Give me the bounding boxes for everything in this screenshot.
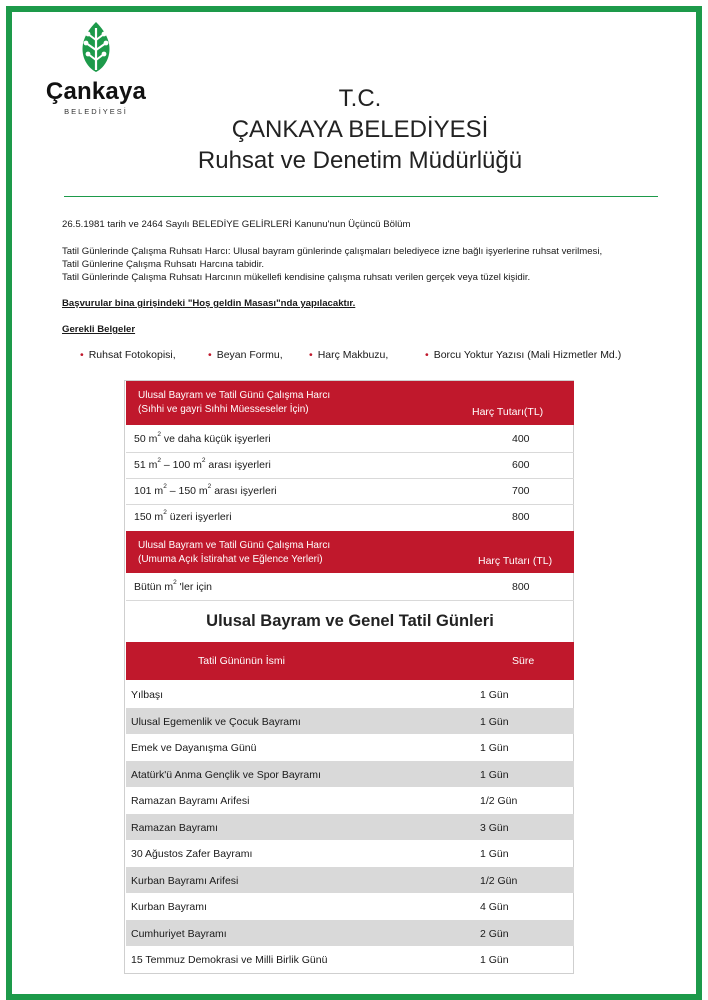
intro-paragraph-3: Tatil Günlerinde Çalışma Ruhsatı Harcının mükellefi kendisine çalışma ruhsatı verilen gerçek veya tüzel kişidir.	[62, 272, 531, 283]
holiday-duration: 1 Gün	[480, 848, 509, 860]
holiday-name: 15 Temmuz Demokrasi ve Milli Birlik Günü	[131, 954, 328, 966]
holiday-duration: 1 Gün	[480, 768, 509, 781]
table-row	[126, 681, 574, 708]
holiday-duration: 1 Gün	[480, 715, 509, 728]
law-reference: 26.5.1981 tarih ve 2464 Sayılı BELEDİYE GELİRLERİ Kanunu'nun Üçüncü Bölüm	[62, 219, 411, 230]
holiday-name: Cumhuriyet Bayramı	[131, 927, 227, 940]
table-row	[126, 893, 574, 920]
table-row	[126, 787, 574, 814]
holiday-duration: 3 Gün	[480, 821, 509, 834]
intro-paragraph-1: Tatil Günlerinde Çalışma Ruhsatı Harcı: Ulusal bayram günlerinde çalışmaları belediyece izne bağlı işyerlerine ruhsat verilmesi,	[62, 246, 603, 257]
table-row: 101 $m^2 - 150$ $m^2$ arası işyerleri 700	[126, 478, 574, 505]
fee-table-1-title-1: Ulusal Bayram ve Tatil Günü Çalışma Harcı	[138, 390, 331, 401]
cankaya-logo	[44, 20, 148, 120]
holiday-duration: 4 Gün	[480, 901, 509, 913]
holiday-name: Yılbaşı	[131, 689, 164, 701]
list-item: • Harç Makbuzu,	[309, 349, 389, 361]
fee-table-2-title-1: Ulusal Bayram ve Tatil Günü Çalışma Harcı	[138, 540, 331, 551]
fee-table-1-title-2: (Sıhhi ve gayri Sıhhi Müesseseler İçin)	[138, 404, 309, 415]
leaf-logo-icon	[76, 20, 116, 76]
table-row: 51 $m^2 - 100$ $m^2$ arası işyerleri 600	[126, 452, 574, 479]
list-item: • Beyan Formu,	[208, 349, 283, 361]
table-row	[126, 708, 574, 735]
list-item: • Ruhsat Fotokopisi,	[80, 349, 176, 361]
fee-table-1-amount-header: Harç Tutarı(TL)	[472, 406, 544, 418]
holiday-name: Ramazan Bayramı	[131, 821, 218, 834]
logo-subtitle: BELEDİYESİ	[64, 107, 128, 116]
applications-note: Başvurular bina girişindeki "Hoş geldin Masası"nda yapılacaktır.	[62, 298, 356, 309]
holiday-duration: 1/2 Gün	[480, 874, 518, 887]
table-row	[126, 761, 574, 788]
list-item: • Borcu Yoktur Yazısı (Mali Hizmetler Md.)	[425, 349, 622, 361]
required-docs-title: Gerekli Belgeler	[62, 324, 136, 335]
fee-table-2-title-2: (Umuma Açık İstirahat ve Eğlence Yerleri)	[138, 554, 323, 565]
holiday-name: Ramazan Bayramı Arifesi	[131, 795, 250, 807]
holiday-name: 30 Ağustos Zafer Bayramı	[131, 848, 253, 860]
header-line-3: Ruhsat ve Denetim Müdürlüğü	[197, 147, 523, 174]
table-row: 150 $m^2$ üzeri işyerleri 800	[134, 509, 530, 523]
fee-table-1-header	[126, 381, 574, 425]
holidays-col-name: Tatil Gününün İsmi	[198, 655, 285, 667]
holiday-name: Emek ve Dayanışma Günü	[131, 742, 257, 754]
header-line-1: T.C.	[338, 85, 382, 112]
fee-table-2-header	[126, 531, 574, 573]
holiday-duration: 2 Gün	[480, 927, 509, 940]
table-row: 50 $m^2$ ve daha küçük işyerleri 400	[126, 426, 574, 453]
table-row	[126, 814, 574, 841]
intro-paragraph-2: Tatil Günlerine Çalışma Ruhsatı Harcına tabidir.	[62, 259, 265, 270]
table-row	[126, 946, 574, 973]
table-row	[126, 840, 574, 867]
table-row	[126, 920, 574, 947]
holiday-name: Ulusal Egemenlik ve Çocuk Bayramı	[131, 715, 301, 728]
header-line-2: ÇANKAYA BELEDİYESİ	[231, 116, 489, 143]
holiday-name: Kurban Bayramı	[131, 901, 207, 913]
table-row: Bütün $m^2$ 'ler için 800	[126, 574, 574, 601]
holiday-duration: 1 Gün	[480, 954, 509, 966]
table-row	[126, 867, 574, 894]
holidays-col-duration: Süre	[512, 655, 535, 667]
holiday-duration: 1/2 Gün	[480, 795, 518, 807]
holidays-title: Ulusal Bayram ve Genel Tatil Günleri	[206, 612, 494, 630]
logo-name: Çankaya	[45, 78, 147, 105]
holiday-duration: 1 Gün	[480, 742, 509, 754]
table-row	[126, 734, 574, 761]
fee-table-2-amount-header: Harç Tutarı (TL)	[478, 555, 553, 567]
holiday-name: Atatürk'ü Anma Gençlik ve Spor Bayramı	[131, 768, 321, 781]
page-header	[150, 84, 570, 176]
holiday-duration: 1 Gün	[480, 689, 509, 701]
header-divider	[64, 196, 658, 197]
holiday-name: Kurban Bayramı Arifesi	[131, 874, 239, 887]
holidays-header	[126, 642, 574, 680]
